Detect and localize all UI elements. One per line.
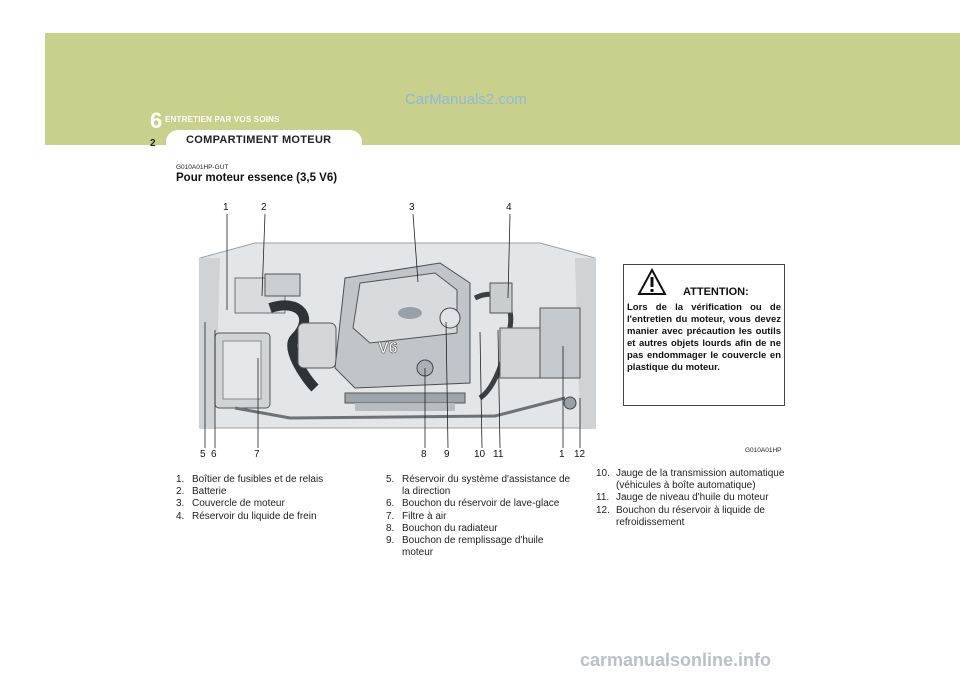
header-band [45, 33, 960, 145]
list-item: 4. Réservoir du liquide de frein [176, 510, 317, 522]
image-code: G010A01HP [745, 447, 782, 454]
callout-3-top: 3 [409, 202, 415, 213]
callout-8: 8 [421, 449, 427, 460]
parts-list-col2 [386, 474, 576, 559]
section-title: COMPARTIMENT MOTEUR [186, 134, 332, 146]
list-item: 7. Filtre à air [386, 510, 447, 522]
figure-heading: Pour moteur essence (3,5 V6) [176, 172, 338, 184]
callout-12: 12 [574, 449, 586, 460]
chapter-title: ENTRETIEN PAR VOS SOINS [165, 115, 280, 124]
callout-5: 5 [200, 449, 206, 460]
callout-4-top: 4 [506, 202, 512, 213]
watermark-link[interactable]: CarManuals2.com [405, 91, 527, 108]
list-item: 8. Bouchon du radiateur [386, 522, 498, 534]
callout-6: 6 [211, 449, 217, 460]
callout-11: 11 [493, 449, 504, 460]
chapter-number: 6 [150, 108, 163, 133]
list-item: 5. Réservoir du système d'assistance de la direction [386, 474, 571, 498]
callout-1-bottom: 1 [559, 449, 565, 460]
warning-text: Lors de la vérification ou de l'entretien du moteur, vous devez manier avec précaution les outils et autres objets lourds afin de ne pas endommager le couvercle en plastique du moteur. [627, 302, 781, 373]
list-item: 6. Bouchon du réservoir de lave-glace [386, 498, 560, 510]
engine-illustration [195, 238, 600, 438]
list-item: 12. Bouchon du réservoir à liquide de refroidissement [596, 504, 765, 528]
engine-badge: V6 [378, 340, 398, 357]
callout-7: 7 [254, 449, 260, 460]
list-item: 1. Boîtier de fusibles et de relais [176, 474, 324, 485]
warning-triangle-icon [637, 268, 667, 296]
list-item: 3. Couvercle de moteur [176, 498, 285, 510]
callout-10: 10 [474, 449, 486, 460]
callout-2-top: 2 [261, 202, 267, 213]
callout-9: 9 [444, 449, 450, 460]
page-number: 2 [150, 138, 156, 149]
figure-code: G010A01HP-GUT [176, 164, 229, 171]
list-item: 9. Bouchon de remplissage d'huile moteur [386, 535, 544, 559]
list-item: 2. Batterie [176, 486, 227, 498]
list-item: 10. Jauge de la transmission automatique (véhicules à boîte automatique) [596, 468, 785, 492]
list-item: 11. Jauge de niveau d'huile du moteur [596, 492, 769, 504]
callout-1-top: 1 [223, 202, 229, 213]
parts-list-col3 [596, 468, 786, 529]
parts-list-col1 [176, 474, 356, 523]
footer-watermark[interactable]: carmanualsonline.info [580, 650, 772, 670]
warning-title: ATTENTION: [683, 286, 749, 298]
